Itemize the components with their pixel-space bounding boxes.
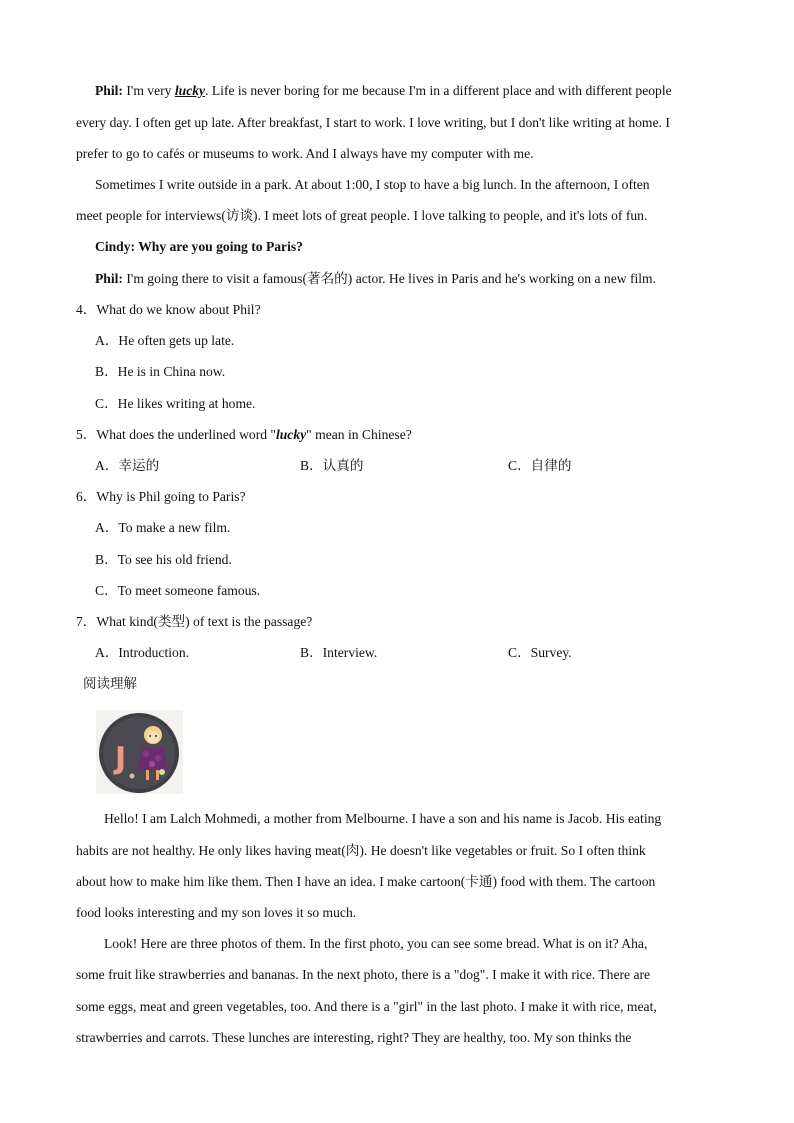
- passage-line: some fruit like strawberries and bananas. In the next photo, there is a "dog". I make it with rice. There are: [76, 967, 651, 982]
- passage-line: Cindy: Why are you going to Paris?: [95, 239, 303, 254]
- speaker-label: Phil:: [95, 83, 123, 98]
- quoted-word: lucky: [275, 427, 307, 442]
- question-5: [76, 426, 412, 444]
- passage-line: Look! Here are three photos of them. In the first photo, you can see some bread. What is on it? Aha,: [104, 936, 648, 951]
- question-4: 4．What do we know about Phil?: [76, 302, 261, 317]
- question-text: 5．What does the underlined word ": [76, 427, 276, 442]
- option-6a: A．To make a new film.: [95, 520, 231, 535]
- option-5c: C．自律的: [508, 458, 572, 473]
- passage-line: prefer to go to cafés or museums to work. And I always have my computer with me.: [76, 146, 534, 161]
- passage-text: . Life is never boring for me because I'm in a different place and with different people: [205, 83, 672, 98]
- option-6b: B．To see his old friend.: [95, 552, 232, 567]
- option-5b: B．认真的: [300, 458, 364, 473]
- speaker-label: Phil:: [95, 271, 123, 286]
- passage-line: food looks interesting and my son loves it so much.: [76, 905, 357, 920]
- passage-line: Sometimes I write outside in a park. At about 1:00, I stop to have a big lunch. In the afternoon, I often: [95, 177, 650, 192]
- passage-line: [95, 82, 672, 100]
- question-6: 6．Why is Phil going to Paris?: [76, 489, 246, 504]
- cartoon-food-photo: [96, 710, 183, 794]
- option-4c: C．He likes writing at home.: [95, 396, 256, 411]
- passage-line: about how to make him like them. Then I have an idea. I make cartoon(卡通) food with them. The cartoon: [76, 874, 656, 889]
- underlined-word: lucky: [174, 83, 206, 98]
- option-4b: B．He is in China now.: [95, 364, 226, 379]
- passage-line: some eggs, meat and green vegetables, too. And there is a "girl" in the last photo. I make it with rice, meat,: [76, 999, 657, 1014]
- passage-line: Hello! I am Lalch Mohmedi, a mother from Melbourne. I have a son and his name is Jacob. His eating: [104, 811, 662, 826]
- option-7c: C．Survey.: [508, 645, 572, 660]
- option-6c: C．To meet someone famous.: [95, 583, 261, 598]
- passage-line: habits are not healthy. He only likes having meat(肉). He doesn't like vegetables or fruit. So I often think: [76, 843, 646, 858]
- passage-line: [95, 270, 656, 288]
- question-text: " mean in Chinese?: [306, 427, 412, 442]
- option-7b: B．Interview.: [300, 645, 378, 660]
- passage-text: I'm very: [122, 83, 175, 98]
- passage-text: I'm going there to visit a famous(著名的) actor. He lives in Paris and he's working on a new film.: [122, 271, 657, 286]
- option-4a: A．He often gets up late.: [95, 333, 235, 348]
- photo-letter: J: [115, 741, 127, 776]
- passage-line: every day. I often get up late. After breakfast, I start to work. I love writing, but I don't like writing at home. I: [76, 115, 670, 130]
- option-5a: A．幸运的: [95, 458, 160, 473]
- option-7a: A．Introduction.: [95, 645, 190, 660]
- passage-line: meet people for interviews(访谈). I meet lots of great people. I love talking to people, and it's lots of fun.: [76, 208, 648, 223]
- section-heading: 阅读理解: [83, 676, 137, 692]
- passage-line: strawberries and carrots. These lunches are interesting, right? They are healthy, too. My son thinks the: [76, 1030, 632, 1045]
- question-7: 7．What kind(类型) of text is the passage?: [76, 614, 313, 629]
